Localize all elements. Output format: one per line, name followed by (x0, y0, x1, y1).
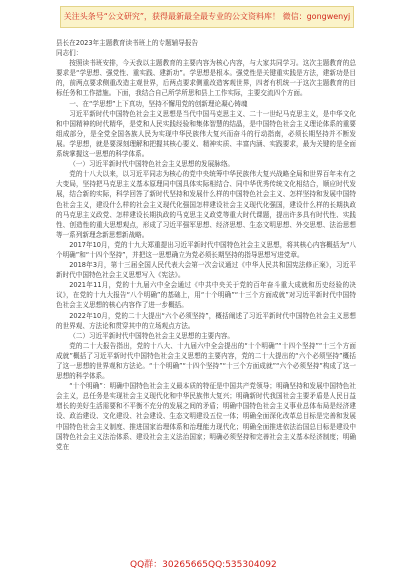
document-body (56, 38, 356, 548)
footer-contact (0, 556, 408, 574)
paragraph-intro: 按照读书班安排，今天我以主题教育的主要内容为核心内容，与大家共同学习。这次主题教育的总要求是“学思想、强党性、重实践、建新功”。学思想是根本。强党性是关键重实践是方法，建新功是目的，前两点要求侧重改造主观世界，后两点要求侧重改造客观世界，四者有机统一于这次主题教育的目标任务和工作措施。下面，我结合自己所学所思和县上工作实际，主要交流四个方面。 (56, 59, 356, 98)
section-heading-1: 一、在“学思想”上下真功，坚持不懈用党的创新理论凝心铸魂 (69, 99, 248, 108)
subsection-heading-2: （二）习近平新时代中国特色社会主义思想的主要内容。 (69, 331, 235, 340)
paragraph: 党的十八大以来，以习近平同志为核心的党中央统筹中华民族伟大复兴战略全局和世界百年未有之大变局，坚持把马克思主义基本原理同中国具体实际相结合、同中华优秀传统文化相结合，顺应时代发展，结合新的实际，科学回答了新时代坚持和发展什么样的中国特色社会主义、怎样坚持和发展中国特色社会主义，建设什么样的社会主义现代化强国怎样建设社会主义现代化强国，建设什么样的长期执政的马克思主义政党、怎样建设长期执政的马克思主义政党等重大时代课题，提出许多具有时代性、实践性、创造性的重大思想观点，形成了习近平强军思想、经济思想、生态文明思想、外交思想、法治思想等一系列新理念新思想新战略。 (56, 170, 356, 239)
subsection-heading-1: （一）习近平新时代中国特色社会主义思想的发展脉络。 (69, 160, 235, 169)
paragraph: 2021年11月，党的十九届六中全会通过《中共中央关于党的百年奋斗重大成就和历史经验的决议》，在党的十九大报告“八个明确”的基础上，用“十个明确”“十三个方面成就”对习近平新时代中国特色社会主义思想的核心内容作了进一步概括。 (56, 281, 356, 310)
document-title: 县长在2023年主题教育读书班上的专题辅导报告 (56, 39, 199, 47)
promo-banner: 关注头条号“公文研究”，获得最新最全最专业的公文资料库！ 微信：gongwenyj (60, 6, 354, 28)
qq-number: QQ:535304092 (208, 560, 277, 570)
paragraph: 习近平新时代中国特色社会主义思想是当代中国马克思主义、二十一世纪马克思主义，是中华文化和中国精神的时代精华，是党和人民实践经验和集体智慧的结晶，是中国特色社会主义理论体系的重要组成部分，是全党全国各族人民为实现中华民族伟大复兴而奋斗的行动指南，必须长期坚持并不断发展。学思想，就是要深刻理解和把握其核心要义、精神实质、丰富内涵、实践要求，最为关键的是全面系统掌握这一思想的科学体系。 (56, 109, 356, 159)
paragraph: “十个明确”：明确中国特色社会主义最本质的特征是中国共产党领导；明确坚持和发展中国特色社会主义，总任务是实现社会主义现代化和中华民族伟大复兴；明确新时代我国社会主要矛盾是人民日益增长的美好生活需要和不平衡不充分的发展之间的矛盾；明确中国特色社会主义事业总体布局是经济建设、政治建设、文化建设、社会建设、生态文明建设五位一体；明确全面深化改革总目标是完善和发展中国特色社会主义制度、推进国家治理体系和治理能力现代化；明确全面推进依法治国总目标是建设中国特色社会主义法治体系、建设社会主义法治国家；明确必须坚持和完善社会主义基本经济制度；明确党在 (56, 382, 356, 451)
paragraph: 党的二十大报告指出，党的十八大、十九届六中全会提出的“十个明确”“十四个坚持”“十三个方面成就”概括了习近平新时代中国特色社会主义思想的主要内容，党的二十大提出的“六个必须坚持”概括了这一思想的世界观和方法论。“十个明确”“十四个坚持”“十三个方面成就”“六个必须坚持”构成了这一思想的科学体系。 (56, 341, 356, 381)
paragraph: 2018年3月，第十三届全国人民代表大会第一次会议通过《中华人民共和国宪法修正案》，习近平新时代中国特色社会主义思想写入《宪法》。 (56, 261, 356, 280)
paragraph: 2022年10月，党的二十大提出“六个必须坚持”，概括阐述了习近平新时代中国特色社会主义思想的世界观、方法论和贯穿其中的立场观点方法。 (56, 311, 356, 330)
qq-group: QQ群：30265665 (130, 560, 208, 570)
paragraph: 2017年10月，党的十九大郑重提出习近平新时代中国特色社会主义思想，将其核心内容概括为“八个明确”和“十四个坚持”，并把这一思想确立为党必须长期坚持的指导思想写进党章。 (56, 240, 356, 259)
greeting: 同志们： (56, 49, 83, 58)
